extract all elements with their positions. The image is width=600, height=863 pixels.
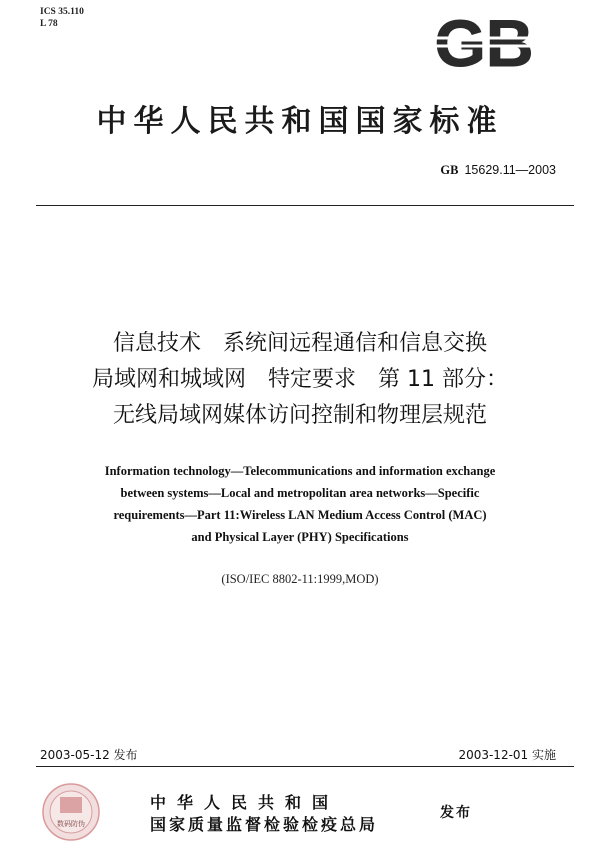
- top-divider: [36, 205, 574, 206]
- chinese-title-line: 无线局域网媒体访问控制和物理层规范: [112, 403, 487, 428]
- chinese-title-line: 信息技术 系统间远程通信和信息交换: [112, 331, 487, 356]
- seal-text: 数码防伪: [57, 820, 85, 828]
- national-standard-heading: 中华人民共和国国家标准: [96, 104, 504, 139]
- equivalence-note: (ISO/IEC 8802-11:1999,MOD): [221, 572, 379, 586]
- anti-counterfeit-seal-icon: [38, 782, 104, 842]
- issuer-line: 中华人民共和国: [150, 793, 340, 812]
- gb-logo: [428, 8, 540, 78]
- standard-number: [440, 163, 556, 178]
- english-title-line: between systems—Local and metropolitan area networks—Specific: [120, 486, 480, 500]
- english-title-line: and Physical Layer (PHY) Specifications: [191, 530, 409, 544]
- publish-label: 发布: [440, 805, 472, 821]
- chinese-title: [0, 326, 600, 434]
- standard-prefix: GB: [440, 163, 459, 177]
- classification-codes: [40, 6, 84, 30]
- gb-logo-text: GB: [434, 8, 534, 78]
- issuer-line: 国家质量监督检验检疫总局: [150, 815, 379, 834]
- standard-number-value: 15629.11—2003: [464, 163, 556, 177]
- chinese-title-line: 局域网和城域网 特定要求 第 11 部分：: [92, 367, 508, 392]
- issue-date: 2003-05-12 发布: [40, 748, 138, 762]
- issuing-authority: [150, 792, 378, 836]
- ics-code: ICS 35.110: [40, 7, 84, 17]
- english-title-line: Information technology—Telecommunications and information exchange: [104, 464, 496, 478]
- bottom-divider: [36, 766, 574, 767]
- english-title-line: requirements—Part 11:Wireless LAN Medium Access Control (MAC): [113, 508, 487, 522]
- english-title: [60, 460, 540, 548]
- implementation-date: 2003-12-01 实施: [458, 748, 556, 762]
- ccs-code: L 78: [40, 19, 58, 29]
